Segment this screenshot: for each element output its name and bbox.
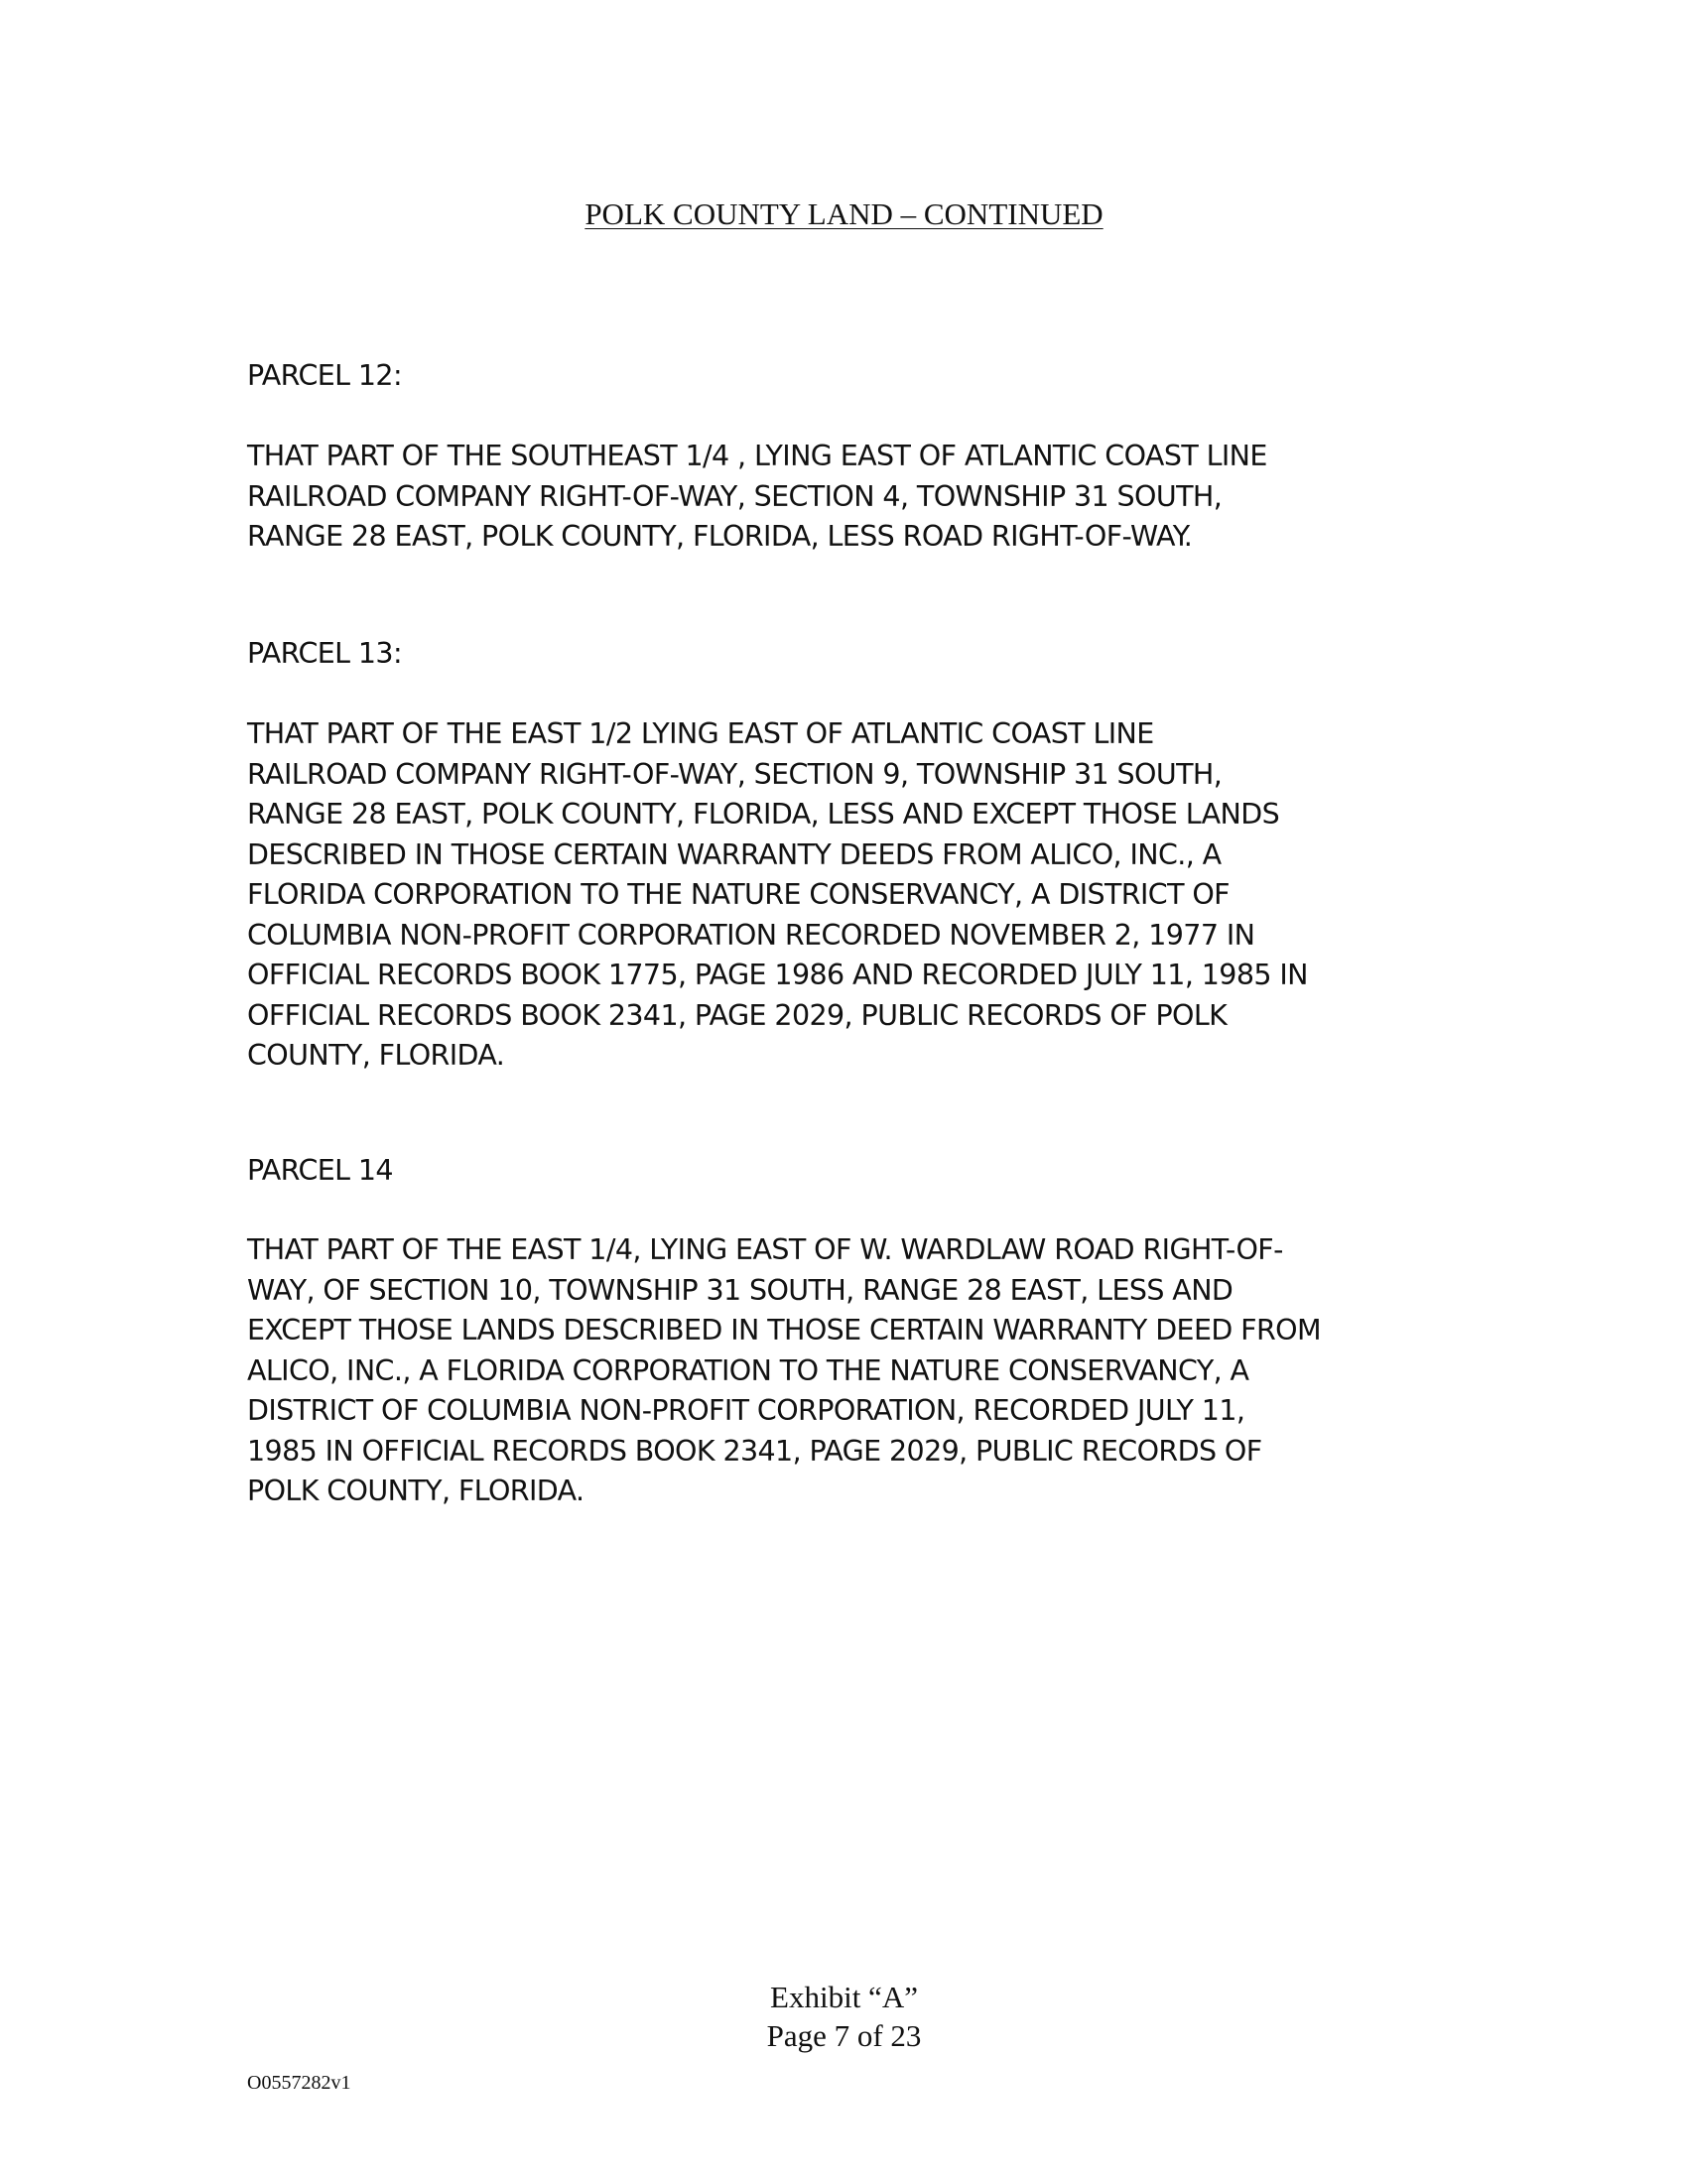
footer-exhibit-label: Exhibit “A”: [770, 1980, 918, 2014]
page-heading: POLK COUNTY LAND – CONTINUED: [584, 196, 1104, 231]
parcel-14-description: THAT PART OF THE EAST 1/4, LYING EAST OF W. WARDLAW ROAD RIGHT-OF- WAY, OF SECTION 10, TOWNSHIP 31 SOUTH, RANGE 28 EAST, LESS AND EXCEPT THOSE LANDS DESCRIBED IN THOSE CERTAIN WARRANTY DEED FROM ALICO, INC., A FLORIDA CORPORATION TO THE NATURE CONSERVANCY, A DISTRICT OF COLUMBIA NON-PROFIT CORPORATION, RECORDED JULY 11, 1985 IN OFFICIAL RECORDS BOOK 2341, PAGE 2029, PUBLIC RECORDS OF POLK COUNTY, FLORIDA.: [247, 1233, 1321, 1507]
parcel-14-label: PARCEL 14: [247, 1154, 393, 1187]
parcel-12-description: THAT PART OF THE SOUTHEAST 1/4 , LYING EAST OF ATLANTIC COAST LINE RAILROAD COMPANY RIGHT-OF-WAY, SECTION 4, TOWNSHIP 31 SOUTH, RANGE 28 EAST, POLK COUNTY, FLORIDA, LESS ROAD RIGHT-OF-WAY.: [247, 440, 1267, 553]
document-id: O0557282v1: [247, 2072, 351, 2094]
footer-page-number: Page 7 of 23: [766, 2018, 922, 2053]
parcel-13-label: PARCEL 13:: [247, 637, 402, 670]
parcel-12-label: PARCEL 12:: [247, 359, 402, 392]
parcel-13-description: THAT PART OF THE EAST 1/2 LYING EAST OF ATLANTIC COAST LINE RAILROAD COMPANY RIGHT-OF-WAY, SECTION 9, TOWNSHIP 31 SOUTH, RANGE 28 EAST, POLK COUNTY, FLORIDA, LESS AND EXCEPT THOSE LANDS DESCRIBED IN THOSE CERTAIN WARRANTY DEEDS FROM ALICO, INC., A FLORIDA CORPORATION TO THE NATURE CONSERVANCY, A DISTRICT OF COLUMBIA NON-PROFIT CORPORATION RECORDED NOVEMBER 2, 1977 IN OFFICIAL RECORDS BOOK 1775, PAGE 1986 AND RECORDED JULY 11, 1985 IN OFFICIAL RECORDS BOOK 2341, PAGE 2029, PUBLIC RECORDS OF POLK COUNTY, FLORIDA.: [247, 717, 1308, 1072]
